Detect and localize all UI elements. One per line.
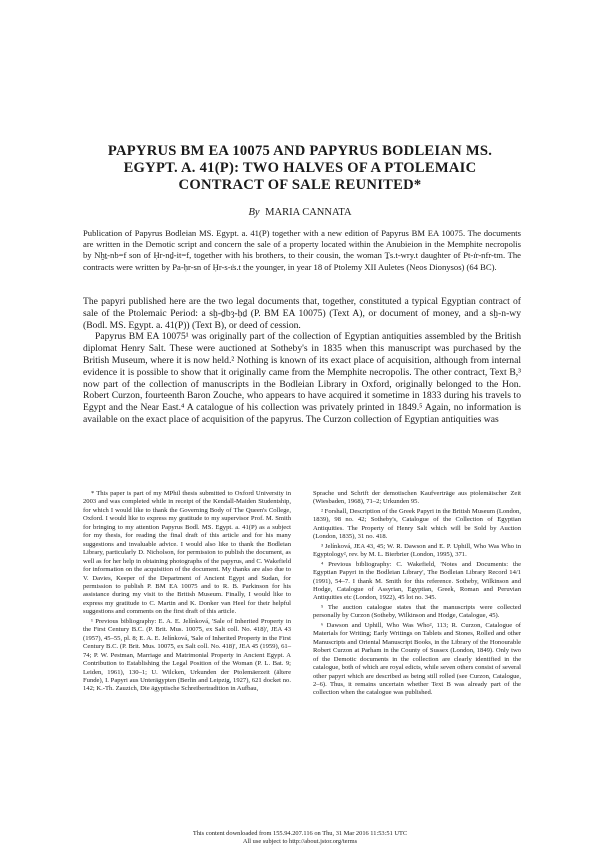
author-name: MARIA CANNATA	[265, 207, 352, 218]
title-line-3: CONTRACT OF SALE REUNITED*	[178, 177, 422, 193]
body-paragraph-2: Papyrus BM EA 10075¹ was originally part of the collection of Egyptian antiquities assembled by the British diplomat Henry Salt. These were auctioned at Sotheby's in 1835 when this manuscript was purchased by the British Museum, where it is now held.² Nothing is known of its exact place of acquisition, although from internal evidence it is possible to show that it originally came from the Memphite necropolis. The other contract, Text B,³ now part of the collection of manuscripts in the Bodleian Library in Oxford, originally belonged to the Hon. Robert Curzon, fourteenth Baron Zouche, who appears to have acquired it sometime in 1833 during his travels to Egypt and the Near East.⁴ A catalogue of his collection was privately printed in 1849.⁵ Again, no information is available on the exact place of acquisition of the papyrus. The Curzon collection of Egyptian antiquities was	[83, 331, 521, 425]
body-paragraph-1: The papyri published here are the two legal documents that, together, constituted a typical Egyptian contract of sale of the Ptolemaic Period: a sḫ-ḏbȝ-ḥḏ (P. BM EA 10075) (Text A), or document of money, and a sḫ-n-wy (Bodl. MS. Egypt. a. 41(P)) (Text B), or deed of cession.	[83, 296, 521, 331]
footnote-continuation: Sprache und Schrift der demotischen Kaufverträge aus ptolemäischer Zeit (Wiesbaden, 1968), 71–2; Urkunden 95.	[313, 490, 521, 506]
download-notice	[0, 830, 600, 846]
footnotes-right-column	[313, 490, 521, 699]
title-line-2: EGYPT. A. 41(P): TWO HALVES OF A PTOLEMAIC	[123, 160, 477, 176]
body-text	[83, 296, 521, 426]
footnote: ⁵ The auction catalogue states that the manuscripts were collected personally by Curzon (Sotheby, Wilkinson and Hodge, Catalogue, 45).	[313, 603, 521, 620]
download-notice-line-1: This content downloaded from 155.94.207.116 on Thu, 31 Mar 2016 11:53:51 UTC	[192, 830, 408, 837]
footnote: ³ Jelínková, JEA 43, 45; W. R. Dawson and E. P. Uphill, Who Was Who in Egyptology², rev. by M. L. Bierbrier (London, 1995), 371.	[313, 542, 521, 559]
footnotes-left-column	[83, 490, 291, 695]
article-title	[40, 143, 560, 194]
title-line-1: PAPYRUS BM EA 10075 AND PAPYRUS BODLEIAN MS.	[107, 143, 493, 159]
footnote: ¹ Previous bibliography: E. A. E. Jelínková, 'Sale of Inherited Property in the First Century B.C. (P. Brit. Mus. 10075, ex Salt coll. No. 418)', JEA 43 (1957), 45–55, pl. 8; E. A. E. Jelínková, 'Sale of Inherited Property in the First Century B.C. (P. Brit. Mus. 10075, ex Salt coll. No. 418)', JEA 45 (1959), 61–74; P. W. Pestman, Marriage and Matrimonial Property in Ancient Egypt. A Contribution to Establishing the Legal Position of the Woman (P. L. Bat. 9; Leiden, 1961), 130–1; U. Wilcken, Urkunden der Ptolemäerzeit (ältere Funde), I. Papyri aus Unterägypten (Berlin and Leipzig, 1927), 621 docket no. 142; K.-Th. Zauzich, Die ägyptische Schreibertradition in Aufbau,	[83, 617, 291, 693]
footnote: ⁶ Dawson and Uphill, Who Was Who², 113; R. Curzon, Catalogue of Materials for Writing; Early Writings on Tablets and Stones, Rolled and other Manuscripts and Oriental Manuscript Books, in the Library of the Honourable Robert Curzon at Parham in the County of Sussex (London, 1849). Only two of the Demotic documents in the collection are clearly identified in the catalogue, both of which are royal edicts, while seven others consist of several other papyri which are described as being still rolled (see Curzon, Catalogue, 2–6). Thus, it remains uncertain whether Text B was already part of the collection when the catalogue was published.	[313, 621, 521, 697]
byline	[40, 207, 560, 218]
footnote: ² Forshall, Description of the Greek Papyri in the British Museum (London, 1839), 98 no. 42; Sotheby's, Catalogue of the Collection of Egyptian Antiquities. The Property of Henry Salt which will be Sold by Auction (London, 1835), 31 no. 418.	[313, 507, 521, 541]
footnote: ⁴ Previous bibliography: C. Wakefield, 'Notes and Documents: the Egyptian Papyri in the Bodleian Library', The Bodleian Library Record 14/1 (1991), 54–7. I thank M. Smith for this reference. Sotheby, Wilkinson and Hodge, Catalogue of Assyrian, Egyptian, Greek, Roman and Peruvian Antiquities etc (London, 1922), 45 lot no. 345.	[313, 560, 521, 602]
download-notice-line-2: All use subject to http://about.jstor.org/terms	[242, 838, 358, 845]
byline-prefix: By	[248, 207, 260, 218]
footnote: * This paper is part of my MPhil thesis submitted to Oxford University in 2003 and was completed while in receipt of the Kendall-Maiden Studentship, for which I would like to thank the Governing Body of The Queen's College, Oxford. I would like to express my gratitude to my supervisor Prof. M. Smith for bringing to my attention Papyrus Bodl. MS. Egypt. a. 41(P) as a subject for my thesis, for reading the final draft of this article and for his many suggestions and invaluable advice. I would also like to thank the Bodleian Library, particularly D. Nicholson, for permission to publish the document, as well as for her help in obtaining photographs of the papyrus, and C. Wakefield for information on the acquisition of the document. My thanks are also due to V. Davies, Keeper of the Department of Ancient Egypt and Sudan, for permission to publish P. BM EA 10075 and to R. B. Parkinson for his assistance during my visit to the British Museum. Finally, I would like to express my gratitude to C. Martin and K. Donker van Heel for their helpful suggestions and comments on the first draft of this article.	[83, 490, 291, 616]
abstract: Publication of Papyrus Bodleian MS. Egypt. a. 41(P) together with a new edition of Papyrus BM EA 10075. The documents are written in the Demotic script and concern the sale of a property located within the Anubieion in the Memphite necropolis by Nḫṯ-nb=f son of Ḥr-nḏ-it=f, together with his brothers, to their cousin, the woman Ṯs.t-wry.t daughter of Pt-ı͗r-nfr-tm. The contracts were written by Pa-ḥr-sn of Ḥr-s-ı͗s.t the younger, in year 18 of Ptolemy XII Auletes (Neos Dionysos) (64 BC).	[83, 228, 521, 272]
